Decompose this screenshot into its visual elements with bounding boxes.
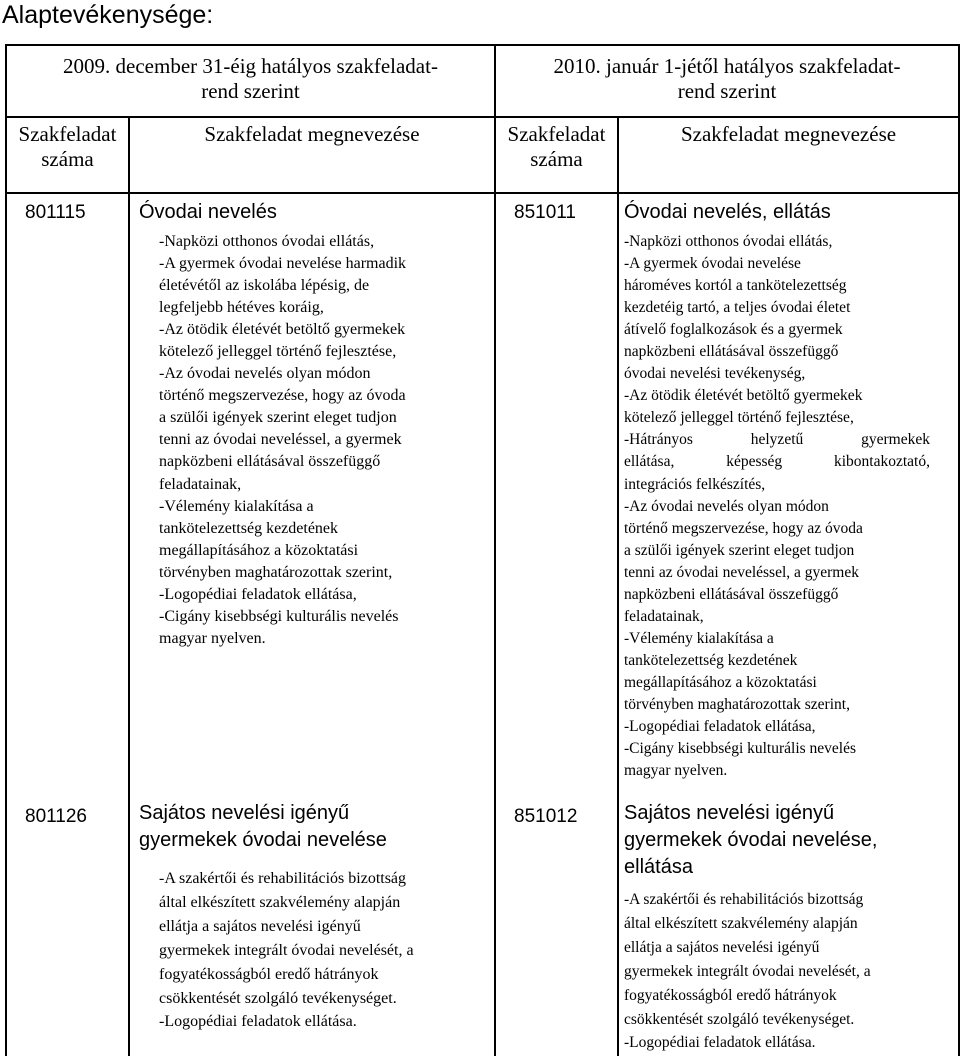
- new-codes-cell: [495, 193, 618, 1056]
- new-entry-description: -Napközi otthonos óvodai ellátás, -A gyermek óvodai nevelése hároméves kortól a tankötelezettség kezdetéig tartó, a teljes óvodai életet átívelő foglalkozások és a gyermek napközbeni ellátásával összefüggő óvodai nevelési tevékenység, -Az ötödik életévét betöltő gyermekek kötelező jelleggel történő fejlesztése, -Hátrányos helyzetű gyermekek ellátása, képesség kibontakoztató, integrációs felkészítés, -Az óvodai nevelés olyan módon történő megszervezése, hogy az óvoda a szülői igények szerint eleget tudjon tenni az óvodai neveléssel, a gyermek napközbeni ellátásával összefüggő feladatainak, -Vélemény kialakítása a tankötelezettség kezdetének megállapításához a közoktatási törvényben maghatározottak szerint, -Logopédiai feladatok ellátása, -Cigány kisebbségi kulturális nevelés magyar nyelven.: [624, 233, 930, 780]
- old-period-header: [6, 45, 495, 117]
- new-names-cell: [618, 193, 959, 1056]
- new-number-header-line1: Szakfeladat: [507, 122, 606, 146]
- old-number-header-line2: száma: [41, 147, 94, 171]
- task-comparison-table: [5, 44, 960, 1056]
- new-entry-name: Óvodai nevelés, ellátás: [624, 201, 831, 223]
- column-header-row: [6, 117, 959, 193]
- old-entry-name: Sajátos nevelési igényű gyermekek óvodai nevelése: [139, 802, 387, 851]
- new-entry-code: 851012: [514, 806, 578, 827]
- old-period-line2: rend szerint: [201, 79, 300, 103]
- old-name-header: [129, 117, 495, 193]
- old-entry-description: -A szakértői és rehabilitációs bizottság által elkészített szakvélemény alapján ellátja a sajátos nevelési igényű gyermekek integrált óvodai nevelését, a fogyatékosságból eredő hátrányok csökkentését szolgáló tevékenységet. -Logopédiai feladatok ellátása.: [159, 870, 414, 1031]
- new-name-header: [618, 117, 959, 193]
- new-entry-description: -A szakértői és rehabilitációs bizottság által elkészített szakvélemény alapján ellátja a sajátos nevelési igényű gyermekek integrált óvodai nevelését, a fogyatékosságból eredő hátrányok csökkentését szolgáló tevékenységet. -Logopédiai feladatok ellátása.: [624, 891, 871, 1052]
- entries-row: [6, 193, 959, 1056]
- new-entry-code: 851011: [514, 202, 576, 223]
- new-name-header-text: Szakfeladat megnevezése: [680, 122, 897, 146]
- old-entry-code: 801115: [25, 202, 86, 223]
- old-entry-name: Óvodai nevelés: [139, 201, 277, 223]
- new-entry-name: Sajátos nevelési igényű gyermekek óvodai nevelése, ellátása: [624, 802, 878, 878]
- old-names-cell: [129, 193, 495, 1056]
- old-name-header-text: Szakfeladat megnevezése: [204, 122, 420, 146]
- new-number-header-line2: száma: [530, 147, 583, 171]
- new-number-header: [495, 117, 618, 193]
- period-header-row: [6, 45, 959, 117]
- new-period-line2: rend szerint: [677, 79, 777, 103]
- old-number-header: [6, 117, 129, 193]
- old-period-line1: 2009. december 31-éig hatályos szakfeladat-: [63, 54, 438, 78]
- old-entry-description: -Napközi otthonos óvodai ellátás, -A gyermek óvodai nevelése harmadik életévétől az iskolába lépésig, de legfeljebb hétéves koráig, -Az ötödik életévét betöltő gyermekek kötelező jelleggel történő fejlesztése, -Az óvodai nevelés olyan módon történő megszervezése, hogy az óvoda a szülői igények szerint eleget tudjon tenni az óvodai neveléssel, a gyermek napközbeni ellátásával összefüggő feladatainak, -Vélemény kialakítása a tankötelezettség kezdetének megállapításához a közoktatási törvényben maghatározottak szerint, -Logopédiai feladatok ellátása, -Cigány kisebbségi kulturális nevelés magyar nyelven.: [159, 233, 407, 647]
- old-number-header-line1: Szakfeladat: [18, 122, 117, 146]
- page-title: Alaptevékenysége:: [2, 1, 214, 29]
- old-entry-code: 801126: [25, 806, 87, 827]
- old-codes-cell: [6, 193, 129, 1056]
- new-period-line1: 2010. január 1-jétől hatályos szakfeladat-: [553, 54, 901, 78]
- new-period-header: [495, 45, 959, 117]
